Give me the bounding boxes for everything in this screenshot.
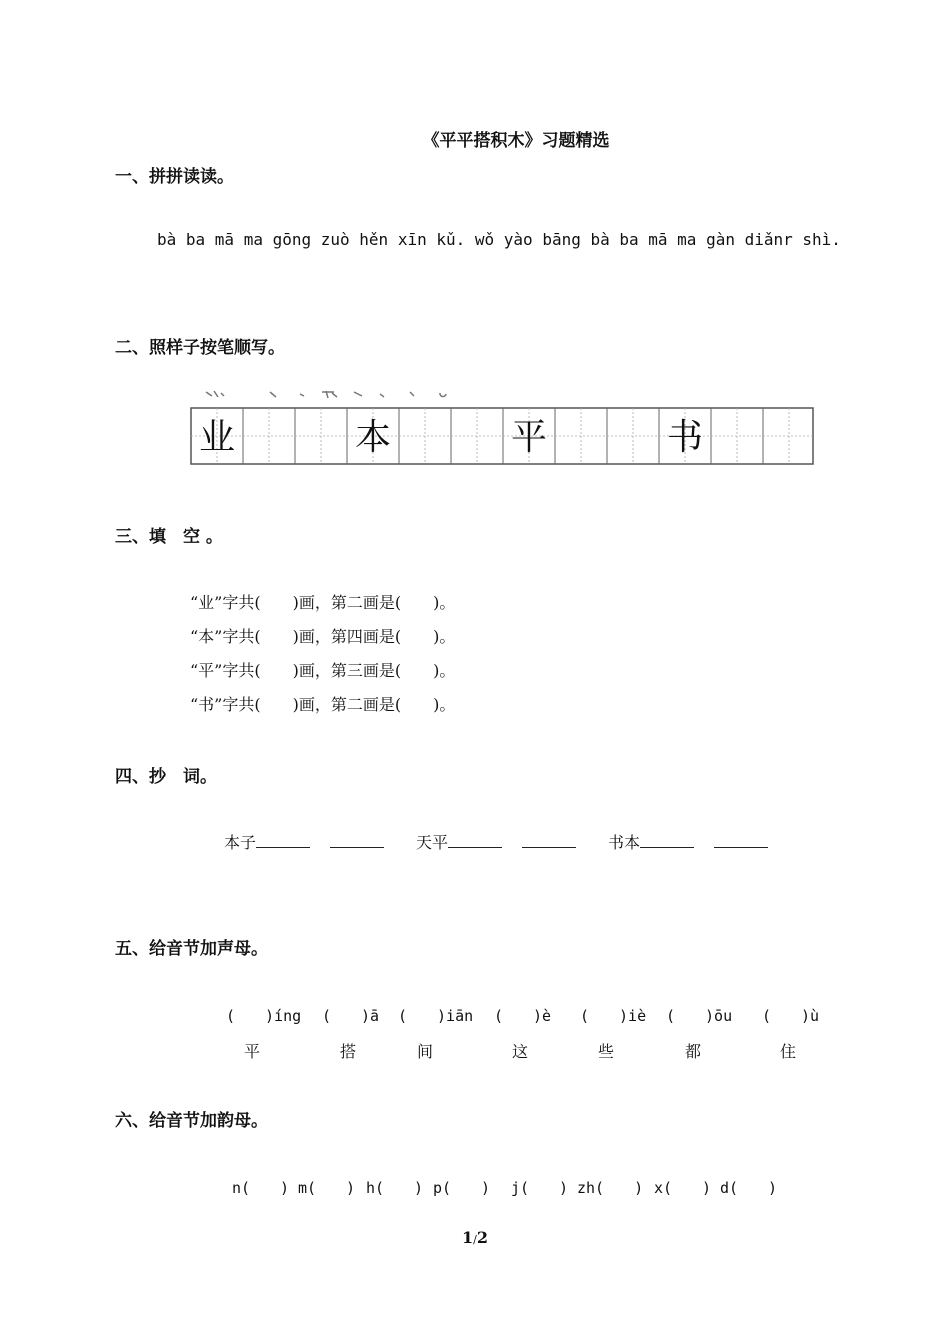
syllable-6: ( )ōu bbox=[666, 1007, 733, 1025]
hanzi-4: 这 bbox=[512, 1042, 529, 1061]
fill-line-1: “业”字共( )画，第二画是( )。 bbox=[190, 593, 456, 612]
final-item-2: m( ) bbox=[298, 1179, 356, 1197]
fill-line-4: “书”字共( )画，第二画是( )。 bbox=[190, 695, 456, 714]
answer-blank[interactable] bbox=[522, 833, 576, 848]
answer-blank[interactable] bbox=[330, 833, 384, 848]
model-character: 书 bbox=[666, 417, 704, 458]
final-item-3: h( ) bbox=[366, 1179, 424, 1197]
final-item-5: j( ) bbox=[511, 1179, 569, 1197]
model-character: 本 bbox=[354, 417, 392, 458]
copy-word-text: 书本 bbox=[608, 833, 641, 852]
model-character: 平 bbox=[510, 417, 548, 458]
writing-grid bbox=[190, 407, 814, 465]
copy-word-3 bbox=[608, 830, 768, 853]
pinyin-sentence: bà ba mā ma gōng zuò hěn xīn kǔ. wǒ yào bāng bà ba mā ma gàn diǎnr shì. bbox=[157, 230, 841, 249]
section-2-heading: 二、照样子按笔顺写。 bbox=[115, 338, 285, 358]
final-item-6: zh( ) bbox=[577, 1179, 644, 1197]
final-item-1: n( ) bbox=[232, 1179, 290, 1197]
copy-word-text: 天平 bbox=[416, 833, 449, 852]
section-5-heading: 五、给音节加声母。 bbox=[115, 939, 268, 959]
answer-blank[interactable] bbox=[448, 833, 502, 848]
syllable-3: ( )iān bbox=[398, 1007, 474, 1025]
syllable-2: ( )ā bbox=[322, 1007, 380, 1025]
total-pages: 2 bbox=[476, 1228, 488, 1247]
syllable-4: ( )è bbox=[494, 1007, 552, 1025]
section-4-heading: 四、抄 词。 bbox=[115, 767, 217, 787]
syllable-1: ( )íng bbox=[226, 1007, 302, 1025]
fill-line-2: “本”字共( )画，第四画是( )。 bbox=[190, 627, 456, 646]
section-3-heading: 三、填 空 。 bbox=[115, 527, 223, 547]
copy-word-1 bbox=[224, 830, 384, 853]
answer-blank[interactable] bbox=[714, 833, 768, 848]
model-character: 业 bbox=[198, 417, 236, 458]
current-page: 1 bbox=[462, 1228, 474, 1247]
fill-line-3: “平”字共( )画，第三画是( )。 bbox=[190, 661, 456, 680]
stroke-order-hint-strip bbox=[204, 390, 454, 400]
hanzi-5: 些 bbox=[598, 1042, 615, 1061]
answer-blank[interactable] bbox=[640, 833, 694, 848]
copy-word-text: 本子 bbox=[224, 833, 257, 852]
final-item-4: p( ) bbox=[433, 1179, 491, 1197]
answer-blank[interactable] bbox=[256, 833, 310, 848]
page-number bbox=[0, 1228, 950, 1247]
hanzi-6: 都 bbox=[685, 1042, 702, 1061]
copy-word-2 bbox=[416, 830, 576, 853]
hanzi-7: 住 bbox=[780, 1042, 797, 1061]
hanzi-2: 搭 bbox=[340, 1042, 357, 1061]
hanzi-1: 平 bbox=[244, 1042, 261, 1061]
page-title: 《平平搭积木》习题精选 bbox=[422, 131, 610, 151]
section-6-heading: 六、给音节加韵母。 bbox=[115, 1111, 268, 1131]
hanzi-3: 间 bbox=[417, 1042, 434, 1061]
final-item-8: d( ) bbox=[720, 1179, 778, 1197]
syllable-7: ( )ù bbox=[762, 1007, 820, 1025]
syllable-5: ( )iè bbox=[580, 1007, 647, 1025]
final-item-7: x( ) bbox=[654, 1179, 712, 1197]
section-1-heading: 一、拼拼读读。 bbox=[115, 167, 234, 187]
page-separator: / bbox=[473, 1233, 477, 1246]
